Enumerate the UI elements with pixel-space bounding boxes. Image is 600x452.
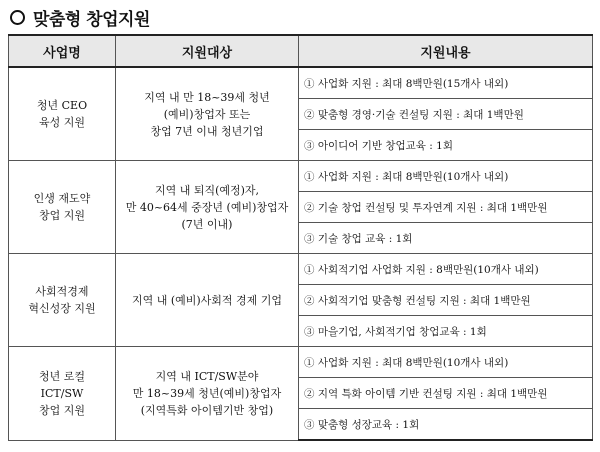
circle-bullet-icon xyxy=(10,10,25,25)
table-row xyxy=(9,347,593,378)
program-target-cell: 지역 내 ICT/SW분야 만 18~39세 청년(예비)창업자 (지역특화 아이템기반 창업) xyxy=(116,347,299,441)
content-item: ② 지역 특화 아이템 기반 컨설팅 지원 : 최대 1백만원 xyxy=(299,378,593,409)
page-title xyxy=(10,4,150,30)
content-item: ② 맞춤형 경영·기술 컨설팅 지원 : 최대 1백만원 xyxy=(299,99,593,130)
program-target-cell: 지역 내 만 18~39세 청년 (예비)창업자 또는 창업 7년 이내 청년기업 xyxy=(116,67,299,161)
content-item: ② 사회적기업 맞춤형 컨설팅 지원 : 최대 1백만원 xyxy=(299,285,593,316)
page-title-text: 맞춤형 창업지원 xyxy=(33,9,150,30)
program-name-cell: 청년 로컬 ICT/SW 창업 지원 xyxy=(9,347,116,441)
table-header-row xyxy=(9,35,593,67)
content-item: ① 사업화 지원 : 최대 8백만원(10개사 내외) xyxy=(299,161,593,192)
content-item: ③ 기술 창업 교육 : 1회 xyxy=(299,223,593,254)
content-item: ① 사업화 지원 : 최대 8백만원(15개사 내외) xyxy=(299,67,593,99)
program-name-cell: 인생 재도약 창업 지원 xyxy=(9,161,116,254)
program-target-cell: 지역 내 퇴직(예정)자, 만 40~64세 중장년 (예비)창업자 (7년 이내) xyxy=(116,161,299,254)
header-contents: 지원내용 xyxy=(299,35,593,67)
program-name-cell: 청년 CEO 육성 지원 xyxy=(9,67,116,161)
table-row xyxy=(9,254,593,285)
content-item: ③ 아이디어 기반 창업교육 : 1회 xyxy=(299,130,593,161)
program-target-cell: 지역 내 (예비)사회적 경제 기업 xyxy=(116,254,299,347)
content-item: ① 사업화 지원 : 최대 8백만원(10개사 내외) xyxy=(299,347,593,378)
content-item: ② 기술 창업 컨설팅 및 투자연계 지원 : 최대 1백만원 xyxy=(299,192,593,223)
table-row xyxy=(9,67,593,99)
content-item: ③ 마을기업, 사회적기업 창업교육 : 1회 xyxy=(299,316,593,347)
support-program-table xyxy=(8,34,593,441)
content-item: ① 사회적기업 사업화 지원 : 8백만원(10개사 내외) xyxy=(299,254,593,285)
header-target: 지원대상 xyxy=(116,35,299,67)
header-program-name: 사업명 xyxy=(9,35,116,67)
content-item: ③ 맞춤형 성장교육 : 1회 xyxy=(299,409,593,441)
table-row xyxy=(9,161,593,192)
program-name-cell: 사회적경제 혁신성장 지원 xyxy=(9,254,116,347)
